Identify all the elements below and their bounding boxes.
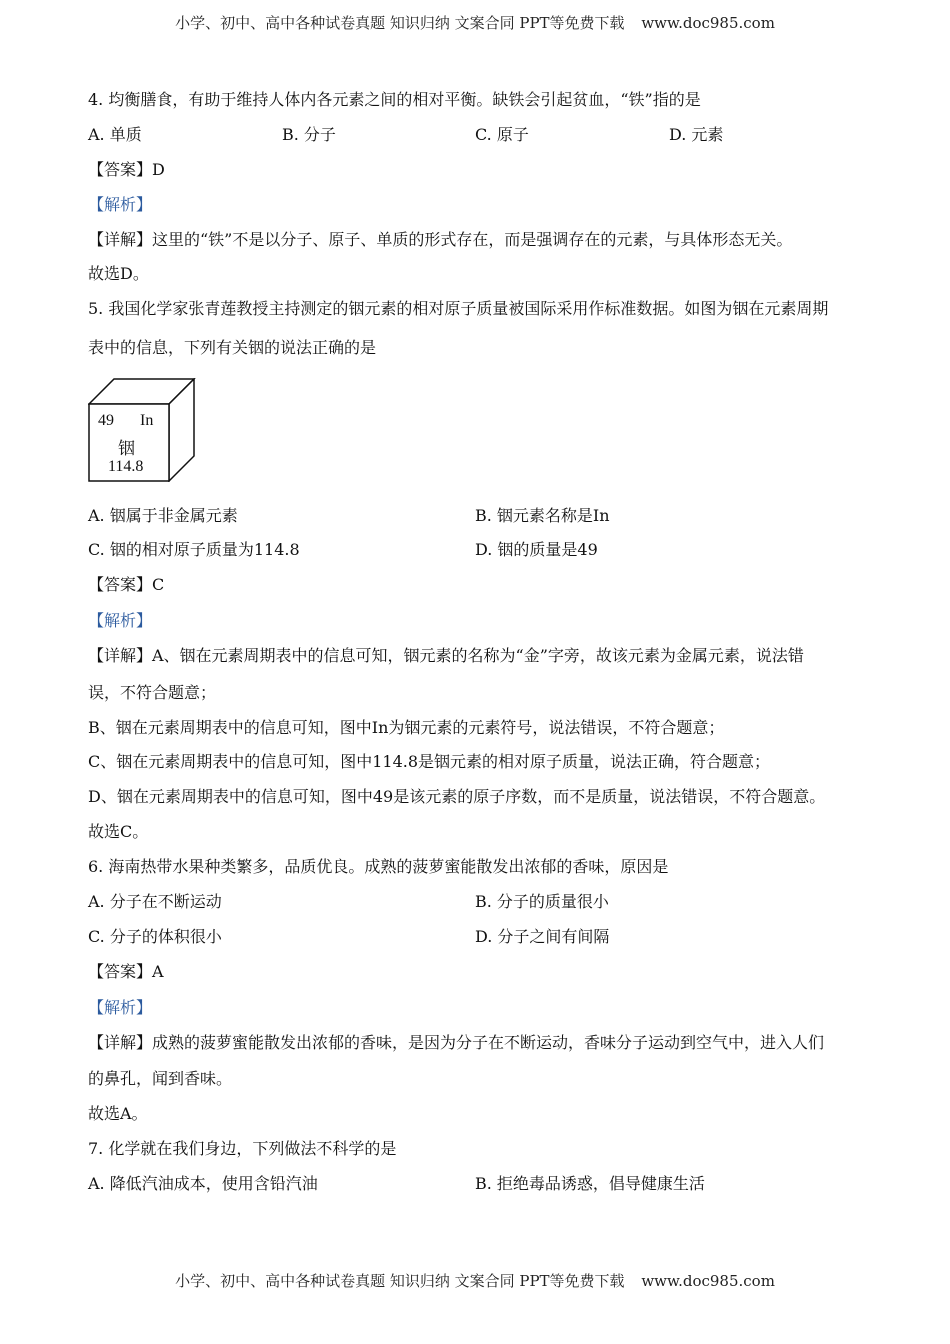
q5-option-d: D. 铟的质量是49 [475, 540, 598, 559]
q6-stem: 6. 海南热带水果种类繁多，品质优良。成熟的菠萝蜜能散发出浓郁的香味，原因是 [88, 857, 669, 876]
q6-option-c: C. 分子的体积很小 [88, 927, 222, 946]
footer-site-link[interactable]: www.doc985.com [641, 1272, 775, 1290]
element-name: 铟 [118, 439, 135, 458]
q5-stem-line2: 表中的信息，下列有关铟的说法正确的是 [88, 338, 377, 357]
q4-analysis-label: 【解析】 [88, 195, 153, 214]
q7-option-b: B. 拒绝毒品诱惑，倡导健康生活 [475, 1174, 705, 1193]
q6-choose: 故选A。 [88, 1104, 148, 1123]
q6-option-d: D. 分子之间有间隔 [475, 927, 610, 946]
q5-detail-line1: 【详解】A、铟在元素周期表中的信息可知，铟元素的名称为“金”字旁，故该元素为金属元素，说法错 [88, 646, 804, 665]
element-symbol: In [140, 412, 154, 429]
page-header [0, 12, 950, 33]
q5-choose: 故选C。 [88, 822, 149, 841]
q6-option-b: B. 分子的质量很小 [475, 892, 609, 911]
q5-answer: 【答案】C [88, 575, 165, 594]
q6-detail-line2: 的鼻孔，闻到香味。 [88, 1069, 233, 1088]
q5-detail-line4: C、铟在元素周期表中的信息可知，图中114.8是铟元素的相对原子质量，说法正确，符合题意； [88, 752, 771, 771]
header-text: 小学、初中、高中各种试卷真题 知识归纳 文案合同 PPT等免费下载 [175, 14, 625, 32]
q4-answer: 【答案】D [88, 160, 165, 179]
element-atomic-mass: 114.8 [108, 458, 144, 475]
q5-option-a: A. 铟属于非金属元素 [88, 506, 238, 525]
q4-option-c: C. 原子 [475, 125, 529, 144]
q6-answer: 【答案】A [88, 962, 164, 981]
footer-text: 小学、初中、高中各种试卷真题 知识归纳 文案合同 PPT等免费下载 [175, 1272, 625, 1290]
page-footer [0, 1270, 950, 1291]
q4-option-d: D. 元素 [669, 125, 724, 144]
q7-option-a: A. 降低汽油成本，使用含铅汽油 [88, 1174, 318, 1193]
q5-detail-line2: 误，不符合题意； [88, 683, 217, 702]
q4-detail: 【详解】这里的“铁”不是以分子、原子、单质的形式存在，而是强调存在的元素，与具体形态无关。 [88, 230, 793, 249]
element-cell-figure [88, 378, 196, 482]
q6-analysis-label: 【解析】 [88, 998, 153, 1017]
q6-option-a: A. 分子在不断运动 [88, 892, 222, 911]
q5-option-c: C. 铟的相对原子质量为114.8 [88, 540, 300, 559]
q5-analysis-label: 【解析】 [88, 611, 153, 630]
q4-stem: 4. 均衡膳食，有助于维持人体内各元素之间的相对平衡。缺铁会引起贫血，“铁”指的是 [88, 90, 701, 109]
q5-detail-line3: B、铟在元素周期表中的信息可知，图中In为铟元素的元素符号，说法错误，不符合题意； [88, 718, 725, 737]
header-site-link[interactable]: www.doc985.com [641, 14, 775, 32]
q6-detail-line1: 【详解】成熟的菠萝蜜能散发出浓郁的香味，是因为分子在不断运动，香味分子运动到空气中，进入人们 [88, 1033, 825, 1052]
q5-detail-line5: D、铟在元素周期表中的信息可知，图中49是该元素的原子序数，而不是质量，说法错误，不符合题意。 [88, 787, 826, 806]
q4-option-a: A. 单质 [88, 125, 142, 144]
q4-choose: 故选D。 [88, 264, 149, 283]
element-atomic-number: 49 [98, 412, 114, 429]
q5-stem-line1: 5. 我国化学家张青莲教授主持测定的铟元素的相对原子质量被国际采用作标准数据。如图为铟在元素周期 [88, 299, 829, 318]
q5-option-b: B. 铟元素名称是In [475, 506, 610, 525]
q7-stem: 7. 化学就在我们身边，下列做法不科学的是 [88, 1139, 397, 1158]
q4-option-b: B. 分子 [282, 125, 336, 144]
